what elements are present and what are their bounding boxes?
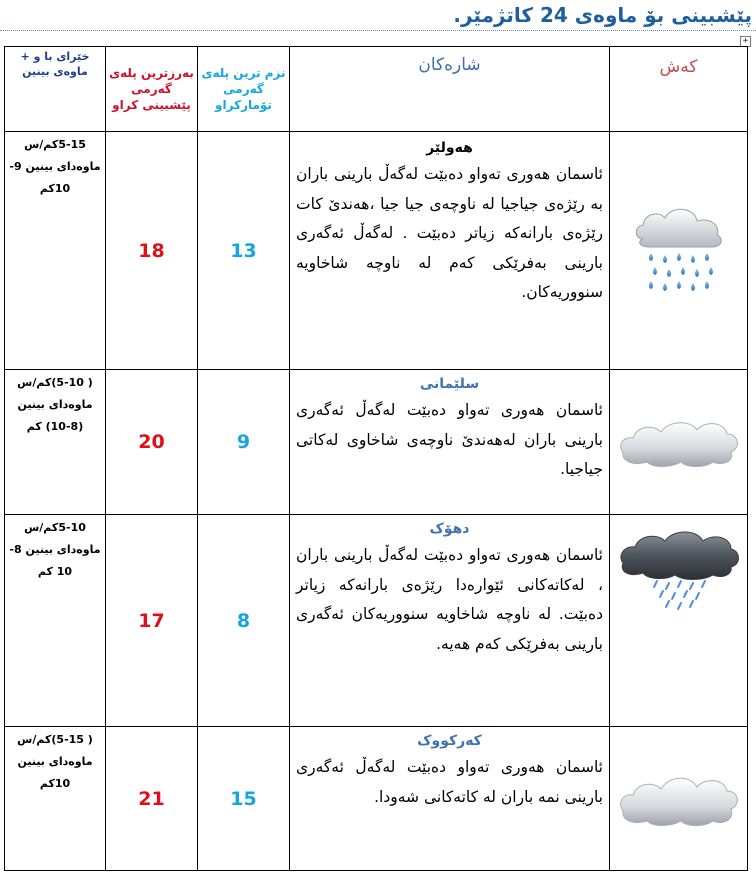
weather-cell xyxy=(610,370,748,515)
wind-visibility: 5-10کم/س ماوەدای بینین 8-10 کم xyxy=(5,515,106,727)
forecast-description: ئاسمان هەوری تەواو دەبێت لەگەڵ ئەگەری بارینی نمە باران لە کاتەکانی شەودا. xyxy=(296,758,603,806)
max-temp-value: 17 xyxy=(106,515,198,727)
header-min-temp: نزم ترین پلەی گەرمی تۆمارکراو xyxy=(198,47,290,132)
overcast-cloud-icon xyxy=(617,767,741,831)
max-temp-value: 18 xyxy=(106,132,198,370)
city-cell xyxy=(290,132,610,370)
forecast-description: ئاسمان هەوری تەواو دەبێت لەگەڵ بارینی باران ، لەکاتەکانی ئێوارەدا رێژەی بارانەکە زیاتر دەبێت. لە ناوچە شاخاویە سنووریەکان ئەگەری بارینی بەفرێکی کەم هەیە. xyxy=(296,546,603,653)
forecast-description: ئاسمان هەوری تەواو دەبێت لەگەڵ بارینی باران بە رێژەی جیاجیا لە ناوچەی جیا جیا ،هەندێ کات رێژەی بارانەکە زیاتر دەبێت . لەگەڵ ئەگەری بارینی بەفرێکی کەم لە ناوچە شاخاویە سنووریەکان. xyxy=(296,165,603,301)
table-row xyxy=(5,515,748,727)
max-temp-value: 20 xyxy=(106,370,198,515)
city-cell xyxy=(290,515,610,727)
city-name: سلێمانی xyxy=(419,376,480,392)
forecast-description: ئاسمان هەوری تەواو دەبێت لەگەڵ ئەگەری بارینی باران لەهەندێ ناوچەی شاخاوی لەکاتی جیاجیا. xyxy=(296,401,603,478)
rain-cloud-icon xyxy=(629,201,729,301)
weather-cell xyxy=(610,727,748,871)
weather-cell xyxy=(610,515,748,727)
header-wind: خێرای با و + ماوەی بینین xyxy=(5,47,106,132)
min-temp-value: 8 xyxy=(198,515,290,727)
wind-visibility: 5-15کم/س ماوەدای بینین 9-10کم xyxy=(5,132,106,370)
max-temp-value: 21 xyxy=(106,727,198,871)
city-name: هەولێر xyxy=(426,140,473,156)
table-row xyxy=(5,132,748,370)
min-temp-value: 15 xyxy=(198,727,290,871)
table-row xyxy=(5,370,748,515)
forecast-table xyxy=(4,46,748,871)
wind-visibility: ( 5-15)کم/س ماوەدای بینین 10کم xyxy=(5,727,106,871)
header-weather: کەش xyxy=(610,47,748,132)
table-row xyxy=(5,727,748,871)
city-cell xyxy=(290,727,610,871)
city-name: کەرکووک xyxy=(417,733,482,749)
page-title: پێشبینی بۆ ماوەی 24 کاتژمێر. xyxy=(453,3,752,27)
header-row xyxy=(5,47,748,132)
city-name: دهۆک xyxy=(429,521,470,537)
weather-cell xyxy=(610,132,748,370)
storm-rain-cloud-icon xyxy=(617,525,741,615)
min-temp-value: 13 xyxy=(198,132,290,370)
wind-visibility: ( 5-10)کم/س ماوەدای بینین (8-10) کم xyxy=(5,370,106,515)
table-move-handle-icon[interactable]: + xyxy=(740,36,751,47)
header-max-temp: بەرزترین پلەی گەرمی پێشبینی کراو xyxy=(106,47,198,132)
overcast-cloud-icon xyxy=(617,412,741,472)
min-temp-value: 9 xyxy=(198,370,290,515)
header-cities: شارەکان xyxy=(290,47,610,132)
city-cell xyxy=(290,370,610,515)
title-underline xyxy=(0,30,756,31)
